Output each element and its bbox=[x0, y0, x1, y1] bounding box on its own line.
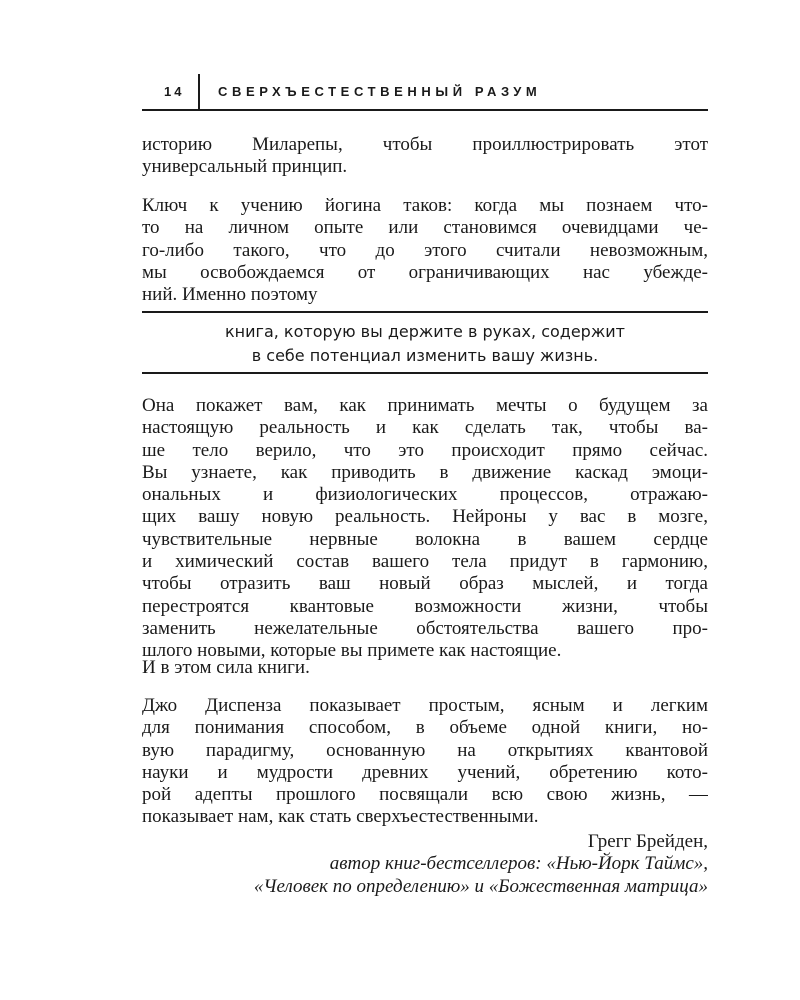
text-line: Вы узнаете, как приводить в движение каскад эмоци- bbox=[142, 461, 708, 483]
text-line: настоящую реальность и как сделать так, чтобы ва- bbox=[142, 417, 708, 439]
paragraph-3 bbox=[142, 395, 708, 663]
text-line: Ключ к учению йогина таков: когда мы познаем что- bbox=[142, 195, 708, 216]
paragraph-4 bbox=[142, 657, 708, 679]
page-number: 14 bbox=[164, 84, 185, 99]
text-line: мы освобождаемся от ограничивающих нас убежде- bbox=[142, 261, 708, 283]
text-line: шлого новыми, которые вы примете как настоящие. bbox=[142, 640, 562, 662]
text-line: ше тело верило, что это происходит прямо сейчас. bbox=[142, 439, 708, 461]
header-rule bbox=[142, 109, 708, 111]
pull-quote-bottom-rule bbox=[142, 372, 708, 374]
text-line: универсальный принцип. bbox=[142, 156, 348, 178]
paragraph-1 bbox=[142, 134, 708, 179]
text-line: чтобы отразить ваш новый образ мыслей, и тогда bbox=[142, 573, 708, 595]
pull-quote-top-rule bbox=[142, 311, 708, 313]
pull-quote-line: в себе потенциал изменить вашу жизнь. bbox=[251, 346, 599, 365]
paragraph-5 bbox=[142, 695, 708, 829]
text-line: Джо Диспенза показывает простым, ясным и легким bbox=[142, 695, 708, 716]
attribution-author: Грегг Брейден, bbox=[587, 831, 708, 852]
running-header bbox=[142, 74, 708, 112]
text-line: го-либо такого, что до этого считали невозможным, bbox=[142, 239, 708, 261]
header-vertical-divider bbox=[198, 74, 200, 109]
text-line: и химический состав вашего тела придут в гармонию, bbox=[142, 551, 708, 573]
text-line: рой адепты прошлого посвящали всю свою жизнь, — bbox=[142, 784, 708, 806]
text-line: ний. Именно поэтому bbox=[142, 284, 318, 306]
text-line: ональных и физиологических процессов, отражаю- bbox=[142, 484, 708, 506]
attribution-credit: «Человек по определению» и «Божественная матрица» bbox=[253, 875, 708, 897]
text-line: заменить нежелательные обстоятельства вашего про- bbox=[142, 617, 708, 639]
pull-quote-line: книга, которую вы держите в руках, содержит bbox=[225, 322, 625, 341]
text-line: науки и мудрости древних учений, обретению кото- bbox=[142, 761, 708, 783]
text-line: щих вашу новую реальность. Нейроны у вас в мозге, bbox=[142, 506, 708, 528]
text-line: историю Миларепы, чтобы проиллюстрировать этот bbox=[142, 134, 708, 155]
text-line: И в этом сила книги. bbox=[142, 657, 310, 678]
running-title: СВЕРХЪЕСТЕСТВЕННЫЙ РАЗУМ bbox=[218, 84, 542, 99]
text-line: показывает нам, как стать сверхъестественными. bbox=[142, 806, 539, 828]
text-line: вую парадигму, основанную на открытиях квантовой bbox=[142, 739, 708, 761]
paragraph-2 bbox=[142, 195, 708, 306]
pull-quote bbox=[142, 320, 708, 368]
text-line: чувствительные нервные волокна в вашем сердце bbox=[142, 528, 708, 550]
text-line: перестроятся квантовые возможности жизни, чтобы bbox=[142, 595, 708, 617]
text-line: то на личном опыте или становимся очевидцами че- bbox=[142, 217, 708, 239]
attribution-credit: автор книг-бестселлеров: «Нью-Йорк Таймс», bbox=[329, 853, 708, 875]
text-line: для понимания способом, в объеме одной книги, но- bbox=[142, 717, 708, 739]
text-line: Она покажет вам, как принимать мечты о будущем за bbox=[142, 395, 708, 416]
attribution bbox=[142, 831, 708, 898]
